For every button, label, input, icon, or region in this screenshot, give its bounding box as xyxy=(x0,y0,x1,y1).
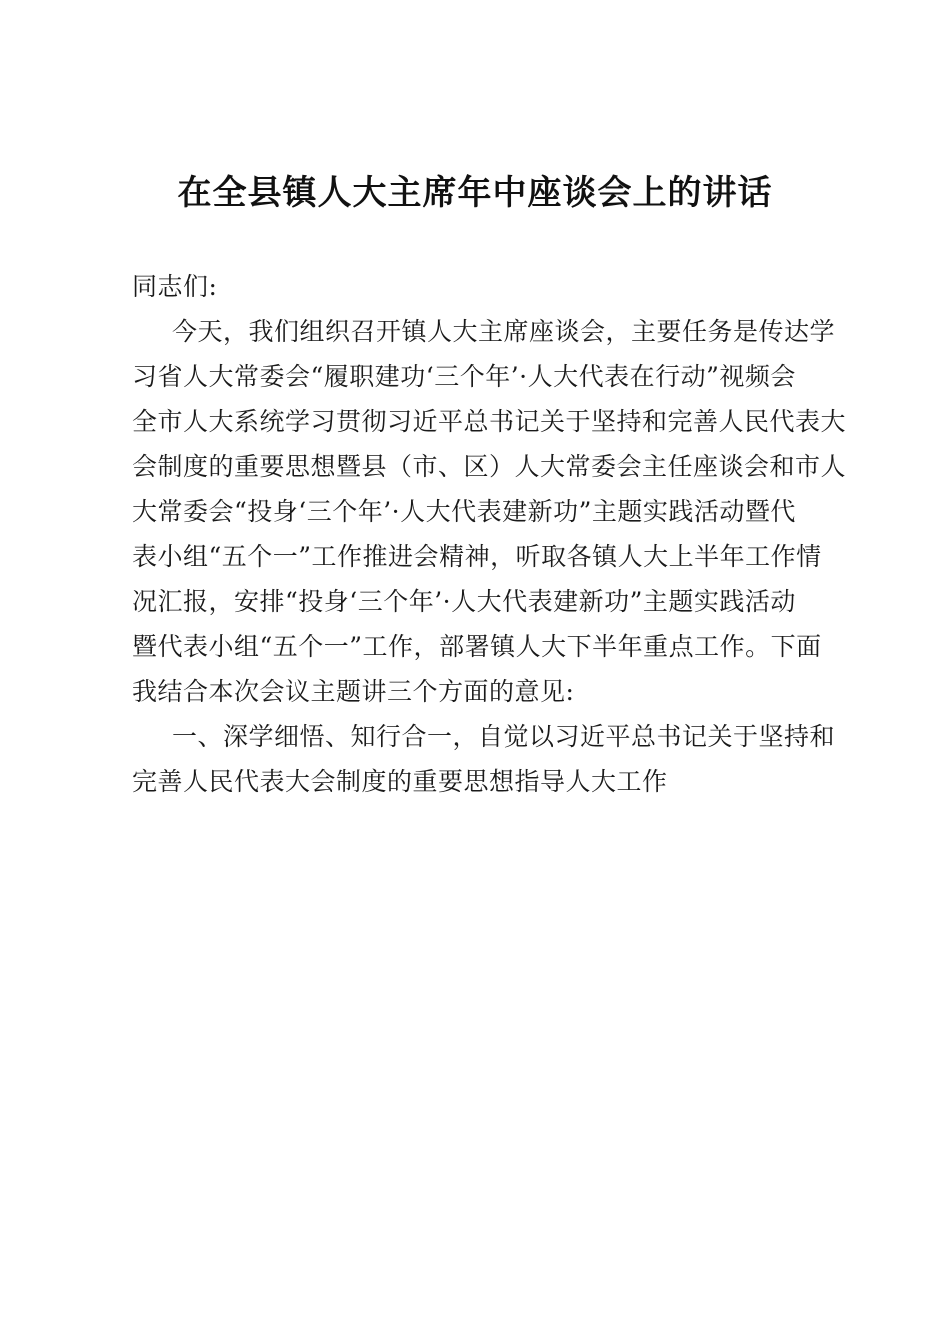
paragraph-line: 全市人大系统学习贯彻习近平总书记关于坚持和完善人民代表大 xyxy=(132,407,847,436)
paragraph-line: 会制度的重要思想暨县（市、区）人大常委会主任座谈会和市人 xyxy=(132,452,847,481)
paragraph-line: 表小组“五个一”工作推进会精神，听取各镇人大上半年工作情 xyxy=(132,542,822,571)
document-body xyxy=(132,264,862,804)
document-title: 在全县镇人大主席年中座谈会上的讲话 xyxy=(177,173,773,213)
paragraph-line: 暨代表小组“五个一”工作，部署镇人大下半年重点工作。下面 xyxy=(132,632,822,661)
paragraph-1 xyxy=(132,309,862,714)
section-heading-1 xyxy=(132,714,862,804)
paragraph-line: 况汇报，安排“投身‘三个年’·人大代表建新功”主题实践活动 xyxy=(132,587,796,616)
paragraph-line: 习省人大常委会“履职建功‘三个年’·人大代表在行动”视频会 xyxy=(132,362,796,391)
paragraph-line: 我结合本次会议主题讲三个方面的意见: xyxy=(132,677,575,706)
salutation: 同志们: xyxy=(132,272,218,301)
heading-line: 完善人民代表大会制度的重要思想指导人大工作 xyxy=(132,767,668,796)
paragraph-line: 今天，我们组织召开镇人大主席座谈会，主要任务是传达学 xyxy=(172,317,836,346)
paragraph-line: 大常委会“投身‘三个年’·人大代表建新功”主题实践活动暨代 xyxy=(132,497,796,526)
heading-line: 一、深学细悟、知行合一，自觉以习近平总书记关于坚持和 xyxy=(172,722,836,751)
